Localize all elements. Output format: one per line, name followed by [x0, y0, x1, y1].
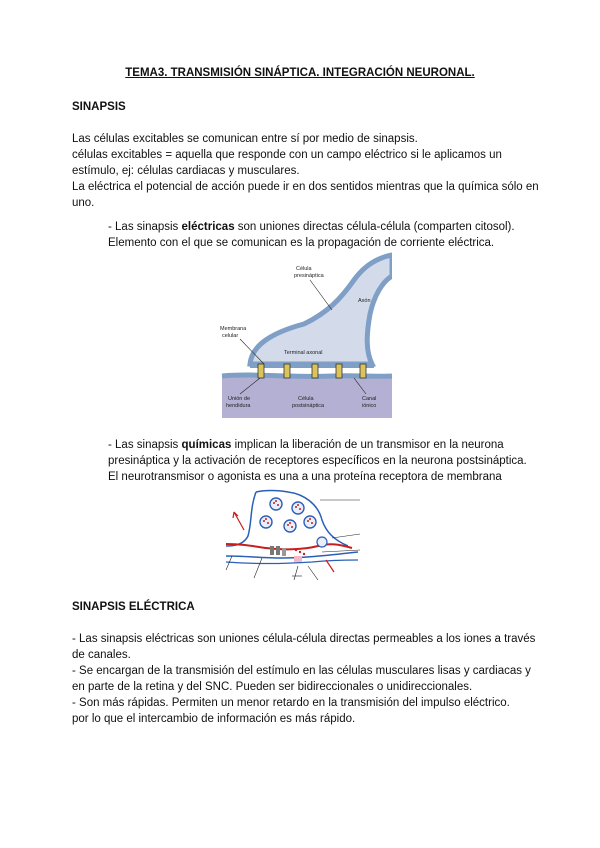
label-gap: Terminal axonal — [284, 350, 323, 356]
text-line: células excitables = aquella que responde con un campo eléctrico si le aplicamos un — [72, 149, 502, 161]
presynaptic-terminal-shape — [250, 255, 392, 364]
text-line: - Se encargan de la transmisión del estímulo en las células musculares lisas y cardiacas y — [72, 665, 531, 677]
text-line: por lo que el intercambio de información es más rápido. — [72, 713, 356, 725]
text-line: El neurotransmisor o agonista es una a una proteína receptora de membrana — [108, 471, 502, 483]
label-postsynaptic-1: Célula — [298, 396, 314, 402]
label-presynaptic-1: Célula — [296, 266, 312, 272]
label-axon: Axón — [358, 298, 371, 304]
synaptic-vesicles — [260, 498, 316, 532]
electric-synapse-paragraph — [108, 219, 538, 251]
text-line: - Las sinapsis químicas implican la liberación de un transmisor en la neurona — [108, 439, 504, 451]
text-line: La eléctrica el potencial de acción puede ir en dos sentidos mientras que la química sólo en — [72, 181, 539, 193]
electric-details-paragraph — [72, 631, 536, 727]
text-line: - Las sinapsis eléctricas son uniones célula-célula directas permeables a los iones a través — [72, 633, 536, 645]
section-heading-sinapsis-electrica: SINAPSIS ELÉCTRICA — [72, 601, 195, 613]
text-line: en parte de la retina y del SNC. Pueden ser bidireccionales o unidireccionales. — [72, 681, 473, 693]
label-junction-2: hendidura — [226, 403, 251, 409]
chemical-synapse-figure — [222, 486, 362, 584]
text-line: estímulo, ej: células cardiacas y musculares. — [72, 165, 300, 177]
label-membrane-2: celular — [222, 333, 239, 339]
label-postsynaptic-2: postsináptica — [292, 403, 325, 409]
electrical-synapse-figure — [214, 252, 392, 418]
text-line: Elemento con el que se comunican es la propagación de corriente eléctrica. — [108, 237, 495, 249]
chemical-synapse-paragraph — [108, 437, 538, 485]
label-junction-1: Unión de — [228, 396, 251, 402]
label-channel-1: Canal — [362, 396, 377, 402]
text-line: - Las sinapsis eléctricas son uniones directas célula-célula (comparten citosol). — [108, 221, 515, 233]
text-line: presináptica y la activación de receptores específicos en la neurona postsináptica. — [108, 455, 527, 467]
label-presynaptic-2: presináptica — [294, 273, 324, 279]
label-membrane-1: Membrana — [220, 326, 247, 332]
section-heading-sinapsis: SINAPSIS — [72, 101, 126, 113]
postsynaptic-membrane — [222, 375, 392, 376]
text-line: - Son más rápidas. Permiten un menor retardo en la transmisión del impulso eléctrico. — [72, 697, 510, 709]
text-line: uno. — [72, 197, 95, 209]
text-line: Las células excitables se comunican entre sí por medio de sinapsis. — [72, 133, 418, 145]
intro-paragraph — [72, 131, 539, 211]
text-line: de canales. — [72, 649, 131, 661]
label-channel-2: iónico — [362, 403, 377, 409]
page-title: TEMA3. TRANSMISIÓN SINÁPTICA. INTEGRACIÓN NEURONAL. — [125, 67, 475, 79]
